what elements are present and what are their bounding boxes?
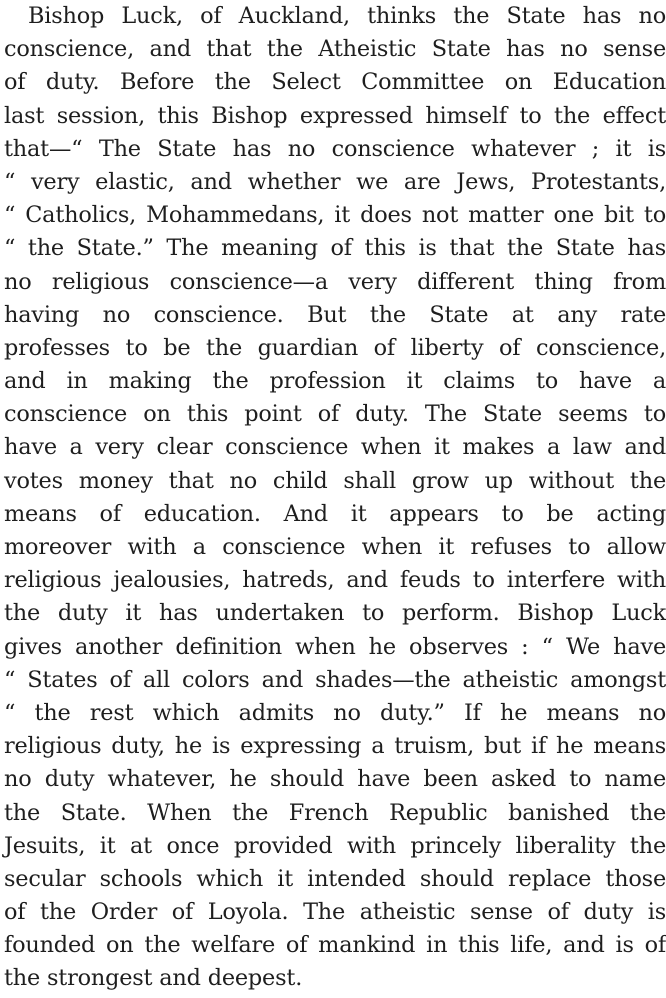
paragraph-line: “ the rest which admits no duty.” If he means no (4, 699, 666, 726)
paragraph-line: of the Order of Loyola. The atheistic sense of duty is (4, 899, 666, 926)
paragraph-line: founded on the welfare of mankind in this life, and is of (4, 932, 666, 959)
paragraph-line: “ very elastic, and whether we are Jews, Protestants, (4, 168, 666, 195)
paragraph-line: of duty. Before the Select Committee on Education (4, 69, 666, 96)
paragraph-line: have a very clear conscience when it makes a law and (4, 434, 666, 461)
paragraph-line: that—“ The State has no conscience whatever ; it is (4, 135, 666, 162)
paragraph-line: the State. When the French Republic banished the (4, 799, 666, 826)
paragraph-line: Bishop Luck, of Auckland, thinks the State has no (28, 3, 666, 29)
paragraph-line: secular schools which it intended should replace those (4, 865, 666, 892)
paragraph-line: last session, this Bishop expressed himself to the effect (4, 102, 666, 129)
paragraph-line: gives another definition when he observes : “ We have (4, 633, 666, 660)
paragraph-line: no duty whatever, he should have been asked to name (4, 766, 666, 793)
paragraph-line: the duty it has undertaken to perform. Bishop Luck (4, 600, 666, 627)
paragraph-line: Jesuits, it at once provided with princely liberality the (4, 832, 666, 859)
paragraph-line: “ the State.” The meaning of this is that the State has (4, 235, 666, 262)
paragraph-line: religious duty, he is expressing a truism, but if he means (4, 733, 666, 760)
paragraph-line: the strongest and deepest. (4, 965, 303, 992)
paragraph-line: means of education. And it appears to be acting (4, 500, 666, 527)
paragraph-line: “ States of all colors and shades—the atheistic amongst (4, 666, 666, 693)
paragraph-line: conscience on this point of duty. The State seems to (4, 401, 666, 428)
paragraph-line: religious jealousies, hatreds, and feuds to interfere with (4, 567, 666, 594)
paragraph-line: “ Catholics, Mohammedans, it does not matter one bit to (4, 202, 666, 229)
paragraph-line: conscience, and that the Atheistic State has no sense (4, 36, 666, 63)
paragraph-line: and in making the profession it claims to have a (4, 368, 666, 395)
paragraph-line: professes to be the guardian of liberty of conscience, (4, 334, 666, 361)
paragraph-line: having no conscience. But the State at any rate (4, 301, 666, 328)
paragraph-line: moreover with a conscience when it refuses to allow (4, 534, 666, 560)
body-paragraph (4, 0, 666, 996)
paragraph-line: no religious conscience—a very different thing from (4, 268, 666, 295)
paragraph-line: votes money that no child shall grow up without the (4, 467, 666, 494)
